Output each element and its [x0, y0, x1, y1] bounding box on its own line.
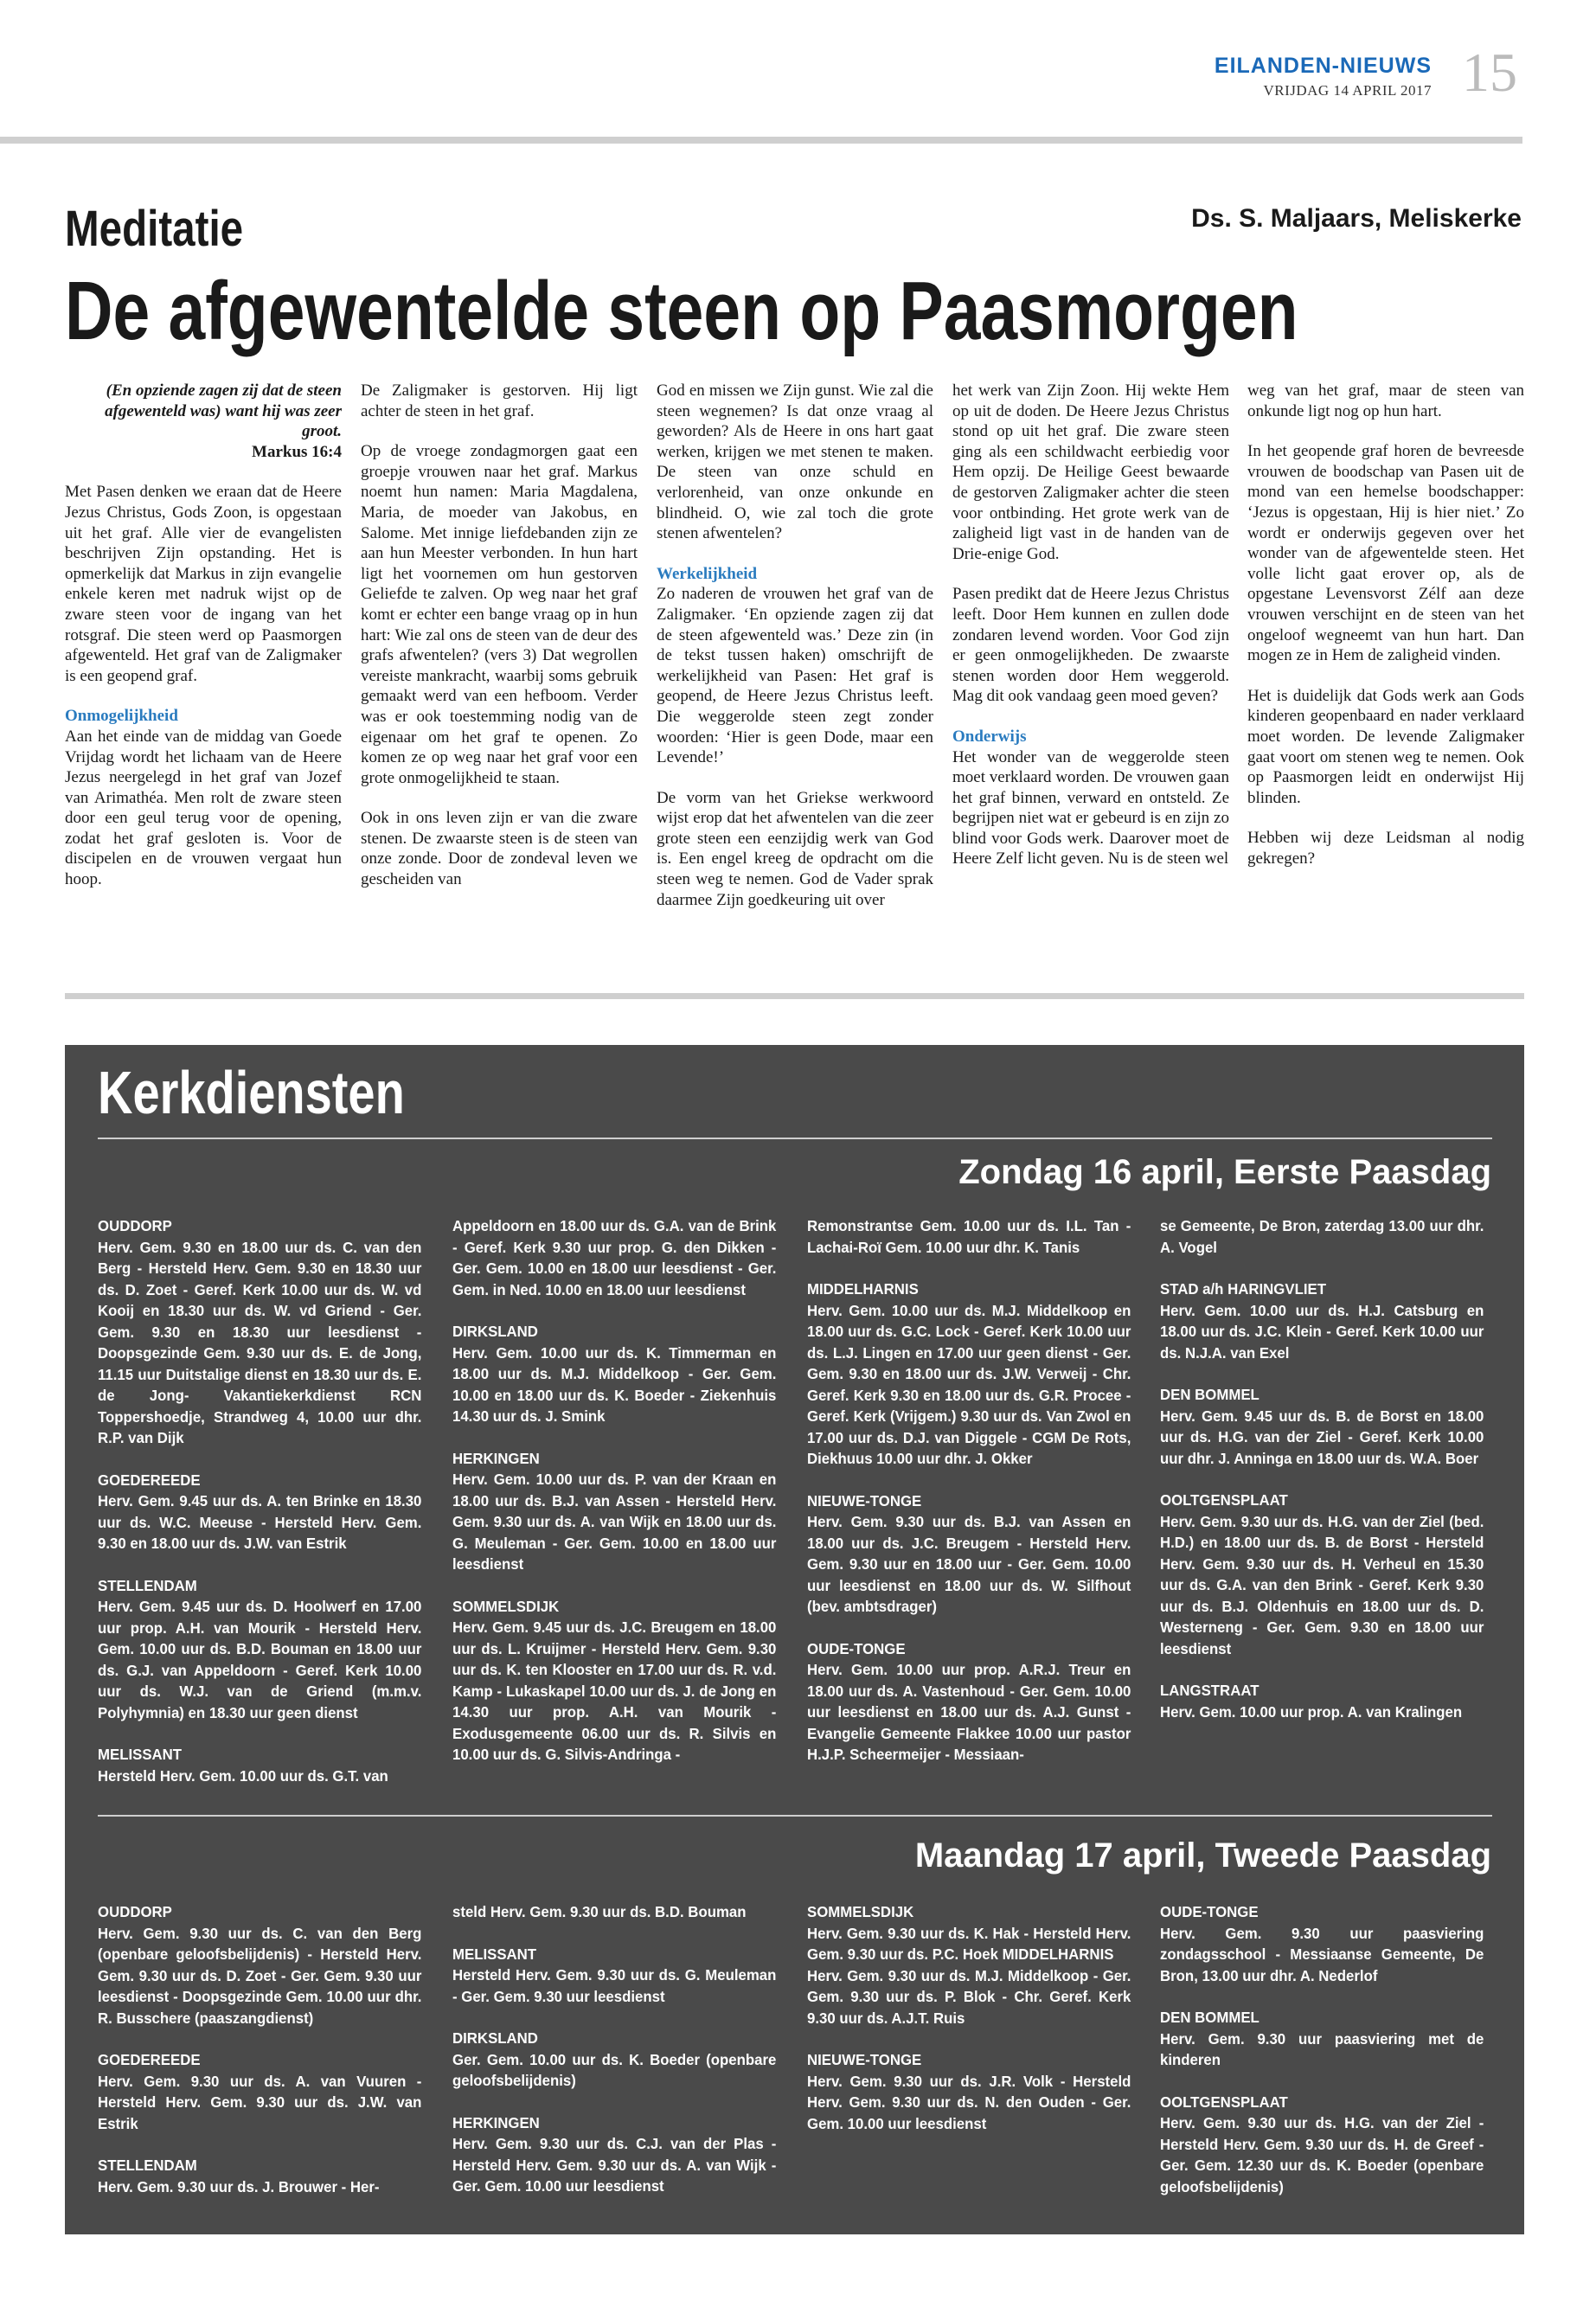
town-heading: STELLENDAM	[98, 1576, 197, 1594]
paragraph: Zo naderen de vrouwen het graf van de Zaligmaker. ‘En opziende zagen zij dat de steen afgewenteld was.’ Deze zin (in de tekst tussen haken) omschrijft de werkelijkheid van Pasen: Het graf is geopend, de Heere Jezus Christus leeft. Die weggerolde steen zegt zonder woorden: ‘Hier is geen Dode, maar een Levende!’	[657, 585, 933, 767]
town-heading: DEN BOMMEL	[1160, 1386, 1259, 1403]
town-heading: HERKINGEN	[452, 1449, 540, 1467]
services-column-3	[807, 1901, 1131, 2155]
town-heading: SOMMELSDIJK	[452, 1597, 560, 1615]
service-listing: Ger. Gem. 10.00 uur ds. K. Boeder (openbare geloofsbelijdenis)	[452, 2050, 777, 2089]
services-column-2	[452, 1215, 776, 1786]
town-heading: GOEDEREEDE	[98, 1471, 201, 1489]
service-listing: Herv. Gem. 9.30 uur paasviering met de kinderen	[1160, 2029, 1484, 2068]
town-heading: GOEDEREEDE	[98, 2051, 201, 2068]
service-listing: Herv. Gem. 10.00 uur ds. H.J. Catsburg en 18.00 uur ds. J.C. Klein - Geref. Kerk 10.00 uur ds. N.J.A. van Exel	[1160, 1301, 1484, 1362]
service-listing: Herv. Gem. 9.30 uur ds. C.J. van der Plas - Hersteld Herv. Gem. 9.30 uur ds. A. van Wijk - Ger. Gem. 10.00 uur leesdienst	[452, 2135, 777, 2195]
town-heading: SOMMELSDIJK	[807, 1903, 914, 1920]
paragraph: Hebben wij deze Leidsman al nodig gekregen?	[1247, 829, 1524, 868]
service-listing: Remonstrantse Gem. 10.00 uur ds. I.L. Tan - Lachai-Roï Gem. 10.00 uur dhr. K. Tanis	[807, 1217, 1131, 1256]
town-heading: DIRKSLAND	[452, 1323, 538, 1340]
article-body	[65, 381, 1524, 969]
service-listing: Herv. Gem. 10.00 uur ds. P. van der Kraan en 18.00 uur ds. B.J. van Assen - Hersteld Herv. Gem. 9.30 uur ds. A. van Wijk en 18.00 uur ds. G. Meuleman - Ger. Gem. 10.00 en 18.00 uur leesdienst	[452, 1471, 777, 1573]
article-headline: De afgewentelde steen op Paasmorgen	[65, 265, 1298, 357]
town-heading: MELISSANT	[98, 1746, 183, 1763]
paragraph: Met Pasen denken we eraan dat de Heere Jezus Christus, Gods Zoon, is opgestaan uit het graf. Alle vier de evangelisten beschrijven Zijn opstanding. Het is opmerkelijk dat Markus in zijn evangelie enkele keren met nadruk wijst op de zware steen voor de ingang van het rotsgraf. Die steen werd op Paasmorgen afgewenteld. Het graf van de Zaligmaker is een geopend graf.	[65, 483, 342, 685]
service-listing: Herv. Gem. 10.00 uur prop. A.R.J. Treur en 18.00 uur ds. A. Vastenhoud - Ger. Gem. 10.00 uur leesdienst en 18.00 uur ds. A.J. Gunst - Evangelie Gemeente Flakkee 10.00 uur pastor H.J.P. Scheermeijer - Messiaan-	[807, 1661, 1131, 1763]
paragraph: weg van het graf, maar de steen van onkunde ligt nog op hun hart.	[1247, 381, 1524, 420]
paragraph: het werk van Zijn Zoon. Hij wekte Hem op uit de doden. De Heere Jezus Christus stond op uit het graf. Die zware steen ging als een schildwacht eerbiedig voor Hem opzij. De Heilige Geest bewaarde de gestorven Zaligmaker achter die steen voor ontbinding. Het grote werk van de zaligheid ligt vast in de handen van de Drie-enige God.	[952, 381, 1229, 563]
town-heading: MELISSANT	[452, 1945, 537, 1963]
service-listing: Herv. Gem. 10.00 uur ds. M.J. Middelkoop en 18.00 uur ds. G.C. Lock - Geref. Kerk 10.00 uur ds. L.J. Lingen en 17.00 uur geen dienst - Ger. Gem. 9.30 en 18.00 uur ds. J.W. Verweij - Chr. Geref. Kerk 9.30 en 18.00 uur ds. G.R. Procee - Geref. Kerk (Vrijgem.) 9.30 uur ds. Van Zwol en 17.00 uur ds. D.J. van Diggele - CGM De Rots, Diekhuus 10.00 uur dhr. J. Okker	[807, 1301, 1131, 1467]
subheading: Onderwijs	[952, 727, 1027, 746]
day-heading-sunday: Zondag 16 april, Eerste Paasdag	[958, 1153, 1491, 1191]
town-heading: MIDDELHARNIS	[807, 1280, 919, 1298]
town-heading: OUDE-TONGE	[1160, 1903, 1259, 1920]
issue-date: VRIJDAG 14 APRIL 2017	[1263, 82, 1432, 99]
bible-quote	[65, 381, 342, 462]
paragraph: De Zaligmaker is gestorven. Hij ligt achter de steen in het graf.	[361, 381, 638, 420]
paragraph: Pasen predikt dat de Heere Jezus Christus leeft. Door Hem kunnen en zullen dode zondaren levend worden. Voor God zijn er geen onmogelijkheden. De zwaarste stenen worden door Hem weggerold. Mag dit ook vandaag geen moed geven?	[952, 585, 1229, 706]
service-listing: Hersteld Herv. Gem. 10.00 uur ds. G.T. van	[98, 1766, 388, 1785]
paragraph: De vorm van het Griekse werkwoord wijst erop dat het afwentelen van die zeer grote steen een eenzijdig werk van God is. Een engel kreeg de opdracht om die steen weg te nemen. God de Vader sprak daarmee Zijn goedkeuring uit over	[657, 788, 933, 909]
town-heading: NIEUWE-TONGE	[807, 2051, 922, 2068]
town-heading: DIRKSLAND	[452, 2029, 538, 2047]
services-column-2	[452, 1901, 776, 2218]
services-column-1	[98, 1215, 421, 1807]
town-heading: OUDDORP	[98, 1217, 172, 1234]
subheading: Werkelijkheid	[657, 564, 758, 583]
title-rule	[98, 1138, 1492, 1139]
town-heading: OUDDORP	[98, 1903, 172, 1920]
article-column-3	[657, 381, 933, 930]
service-listing: Herv. Gem. 9.45 uur ds. J.C. Breugem en 18.00 uur ds. L. Kruijmer - Hersteld Herv. Gem. 9.30 uur ds. K. ten Klooster en 17.00 uur ds. R. v.d. Kamp - Lukaskapel 10.00 uur ds. J. de Jong en 14.30 uur prop. A.H. van Mourik - Exodusgemeente 06.00 uur ds. R. Silvis en 10.00 uur ds. G. Silvis-Andringa -	[452, 1618, 777, 1763]
article-column-2	[361, 381, 638, 910]
section-divider	[65, 993, 1524, 999]
town-heading: STAD a/h HARINGVLIET	[1160, 1280, 1326, 1298]
service-listing: se Gemeente, De Bron, zaterdag 13.00 uur dhr. A. Vogel	[1160, 1217, 1484, 1256]
subheading: Onmogelijkheid	[65, 707, 178, 726]
paragraph: Het wonder van de weggerolde steen moet verklaard worden. De vrouwen gaan het graf binnen, verward en ontsteld. Ze begrijpen niet wat er gebeurd is en zijn zo blind voor Gods werk. Daarover moet de Heere Zelf licht geven. Nu is de steen wel	[952, 747, 1229, 868]
services-column-4	[1160, 1215, 1484, 1743]
day-rule	[98, 1815, 1492, 1817]
town-heading: DEN BOMMEL	[1160, 2009, 1259, 2026]
paragraph: Het is duidelijk dat Gods werk aan Gods kinderen geopenbaard en nader verklaard moet worden. De levende Zaligmaker gaat voort om stenen weg te nemen. Ook op Paasmorgen leidt en onderwijst Hij blinden.	[1247, 686, 1524, 807]
section-title: Meditatie	[65, 201, 244, 257]
service-listing: steld Herv. Gem. 9.30 uur ds. B.D. Bouman	[452, 1903, 747, 1920]
masthead	[1151, 54, 1432, 99]
service-listing: Herv. Gem. 9.45 uur ds. D. Hoolwerf en 17.00 uur prop. A.H. van Mourik - Hersteld Herv. Gem. 10.00 uur ds. B.D. Bouman en 18.00 uur ds. G.J. van Appeldoorn - Geref. Kerk 10.00 uur ds. W.J. van de Griend (m.m.v. Polyhymnia) en 18.30 uur geen dienst	[98, 1598, 422, 1721]
services-column-4	[1160, 1901, 1484, 2218]
top-divider	[0, 137, 1522, 144]
quote-reference: Markus 16:4	[252, 442, 342, 461]
service-listing: Herv. Gem. 9.30 en 18.00 uur ds. C. van den Berg - Hersteld Herv. Gem. 9.30 en 18.30 uur ds. D. Zoet - Geref. Kerk 10.00 uur ds. W. vd Kooij en 18.30 uur ds. W. vd Griend - Ger. Gem. 9.30 en 18.30 uur leesdienst - Doopsgezinde Gem. 9.30 uur ds. E. de Jong, 11.15 uur Duitstalige dienst en 18.30 uur ds. E. de Jong- Vakantiekerkdienst RCN Toppershoedje, Strandweg 4, 10.00 uur dhr. R.P. van Dijk	[98, 1238, 422, 1446]
town-heading: LANGSTRAAT	[1160, 1682, 1259, 1699]
service-listing: Herv. Gem. 9.45 uur ds. B. de Borst en 18.00 uur ds. H.G. van der Ziel - Geref. Kerk 10.00 uur dhr. J. Anninga en 18.00 uur ds. W.A. Boer	[1160, 1407, 1484, 1467]
service-listing: Appeldoorn en 18.00 uur ds. G.A. van de Brink - Geref. Kerk 9.30 uur prop. G. den Dikken - Ger. Gem. 10.00 en 18.00 uur leesdienst - Ger. Gem. in Ned. 10.00 en 18.00 uur leesdienst	[452, 1217, 777, 1298]
service-listing: Herv. Gem. 9.45 uur ds. A. ten Brinke en 18.30 uur ds. W.C. Meeuse - Hersteld Herv. Gem. 9.30 en 18.00 uur ds. J.W. van Estrik	[98, 1492, 422, 1552]
services-column-1	[98, 1901, 421, 2218]
service-listing: Herv. Gem. 9.30 uur ds. H.G. van der Ziel (bed. H.D.) en 18.00 uur ds. B. de Borst - Hersteld Herv. Gem. 9.30 uur ds. H. Verheul en 15.30 uur ds. G.A. van den Brink - Geref. Kerk 9.30 uur ds. B.J. Oldenhuis en 18.00 uur ds. D. Westerneng - Ger. Gem. 9.30 en 18.00 uur leesdienst	[1160, 1512, 1484, 1657]
newspaper-logo: EILANDEN-NIEUWS	[1214, 54, 1432, 78]
service-listing: Herv. Gem. 9.30 uur ds. J.R. Volk - Hersteld Herv. Gem. 9.30 uur ds. N. den Ouden - Ger. Gem. 10.00 uur leesdienst	[807, 2072, 1131, 2132]
service-listing: Hersteld Herv. Gem. 9.30 uur ds. G. Meuleman - Ger. Gem. 9.30 uur leesdienst	[452, 1966, 777, 2005]
town-heading: OUDE-TONGE	[807, 1639, 906, 1657]
paragraph: Op de vroege zondagmorgen gaat een groepje vrouwen naar het graf. Markus noemt hun namen: Maria Magdalena, Maria, de moeder van Jakobus, en Salome. Met innige liefdebanden zijn ze aan hun Meester verbonden. In hun hart ligt het voornemen om hun gestorven Geliefde te zalven. Op weg naar het graf komt er echter een bange vraag op in hun hart: Wie zal ons de steen van de deur des grafs afwentelen? (vers 3) Dat wegrollen vereiste mankracht, waarbij soms gebruik gemaakt werd van een hefboom. Verder was er ook toestemming nodig van de eigenaar om het graf te openen. Zo komen ze op weg naar het graf voor een grote onmogelijkheid te staan.	[361, 442, 638, 787]
article-column-5	[1247, 381, 1524, 888]
town-heading: STELLENDAM	[98, 2157, 197, 2174]
day-heading-monday: Maandag 17 april, Tweede Paasdag	[914, 1836, 1491, 1875]
article-author: Ds. S. Maljaars, Meliskerke	[1191, 204, 1522, 233]
quote-text: (En opziende zagen zij dat de steen afgewenteld was) want hij was zeer groot.	[105, 381, 342, 441]
service-listing: Herv. Gem. 9.30 uur ds. J. Brouwer - Her-	[98, 2177, 380, 2195]
service-listing: Herv. Gem. 9.30 uur ds. H.G. van der Ziel - Hersteld Herv. Gem. 9.30 uur ds. H. de Greef - Ger. Gem. 12.30 uur ds. K. Boeder (openbare geloofsbelijdenis)	[1160, 2114, 1484, 2195]
town-heading: OOLTGENSPLAAT	[1160, 1491, 1288, 1509]
service-listing: Herv. Gem. 10.00 uur ds. K. Timmerman en 18.00 uur ds. M.J. Middelkoop - Ger. Gem. 10.00 en 18.00 uur ds. K. Boeder - Ziekenhuis 14.30 uur ds. J. Smink	[452, 1343, 777, 1425]
page-number: 15	[1462, 42, 1517, 103]
church-services-title: Kerkdiensten	[98, 1059, 405, 1126]
service-listing: Herv. Gem. 9.30 uur ds. K. Hak - Hersteld Herv. Gem. 9.30 uur ds. P.C. Hoek MIDDELHARNIS	[807, 1924, 1131, 1963]
town-heading: NIEUWE-TONGE	[807, 1491, 922, 1509]
service-listing: Herv. Gem. 9.30 uur ds. C. van den Berg (openbare geloofsbelijdenis) - Hersteld Herv. Gem. 9.30 uur ds. D. Zoet - Ger. Gem. 9.30 uur leesdienst - Doopsgezinde Gem. 10.00 uur dhr. R. Busschere (paaszangdienst)	[98, 1924, 422, 2027]
service-listing: Herv. Gem. 10.00 uur prop. A. van Kralingen	[1160, 1702, 1463, 1721]
paragraph: In het geopende graf horen de bevreesde vrouwen de boodschap van Pasen uit de mond van een hemelse boodschapper: ‘Jezus is opgestaan, Hij is hier niet.’ Zo wordt er onderwijs gegeven over het wonder van de afgewentelde steen. Het volle licht gaat erover op, als de opgestane Levensvorst Zélf aan deze vrouwen verschijnt en de steen van het ongeloof wegneemt van hun hart. Dan mogen ze in Hem de zaligheid vinden.	[1247, 442, 1524, 665]
paragraph: Ook in ons leven zijn er van die zware stenen. De zwaarste steen is de steen van onze zonde. Door de zondeval leven we gescheiden van	[361, 809, 638, 889]
article-column-4	[952, 381, 1229, 889]
church-services-box	[65, 1045, 1524, 2234]
service-listing: Herv. Gem. 9.30 uur ds. A. van Vuuren - Hersteld Herv. Gem. 9.30 uur ds. J.W. van Estrik	[98, 2072, 422, 2132]
paragraph: God en missen we Zijn gunst. Wie zal die steen wegnemen? Is dat onze vraag al geworden? Als de Heere in ons hart gaat werken, krijgen we met stenen te maken. De steen van onze schuld en verlorenheid, van onze onkunde en blindheid. O, wie zal toch die grote stenen afwentelen?	[657, 381, 933, 543]
service-listing: Herv. Gem. 9.30 uur ds. B.J. van Assen en 18.00 uur ds. J.C. Breugem - Hersteld Herv. Gem. 9.30 uur en 18.00 uur - Ger. Gem. 10.00 uur leesdienst en 18.00 uur ds. W. Silfhout (bev. ambtsdrager)	[807, 1513, 1131, 1615]
article-column-1	[65, 381, 342, 910]
town-heading: HERKINGEN	[452, 2113, 540, 2131]
services-column-3	[807, 1215, 1131, 1786]
town-heading: OOLTGENSPLAAT	[1160, 2093, 1288, 2111]
service-listing: Herv. Gem. 9.30 uur ds. M.J. Middelkoop - Ger. Gem. 9.30 uur ds. P. Blok - Chr. Geref. Kerk 9.30 uur ds. A.J.T. Ruis	[807, 1966, 1131, 2027]
service-listing: Herv. Gem. 9.30 uur paasviering zondagsschool - Messiaanse Gemeente, De Bron, 13.00 uur dhr. A. Nederlof	[1160, 1924, 1484, 1984]
paragraph: Aan het einde van de middag van Goede Vrijdag wordt het lichaam van de Heere Jezus neergelegd in het graf van Jozef van Arimathéa. Men rolt de zware steen door een geul terug voor de opening, zodat het graf gesloten is. Voor de discipelen en de vrouwen vergaat hun hoop.	[65, 727, 342, 889]
